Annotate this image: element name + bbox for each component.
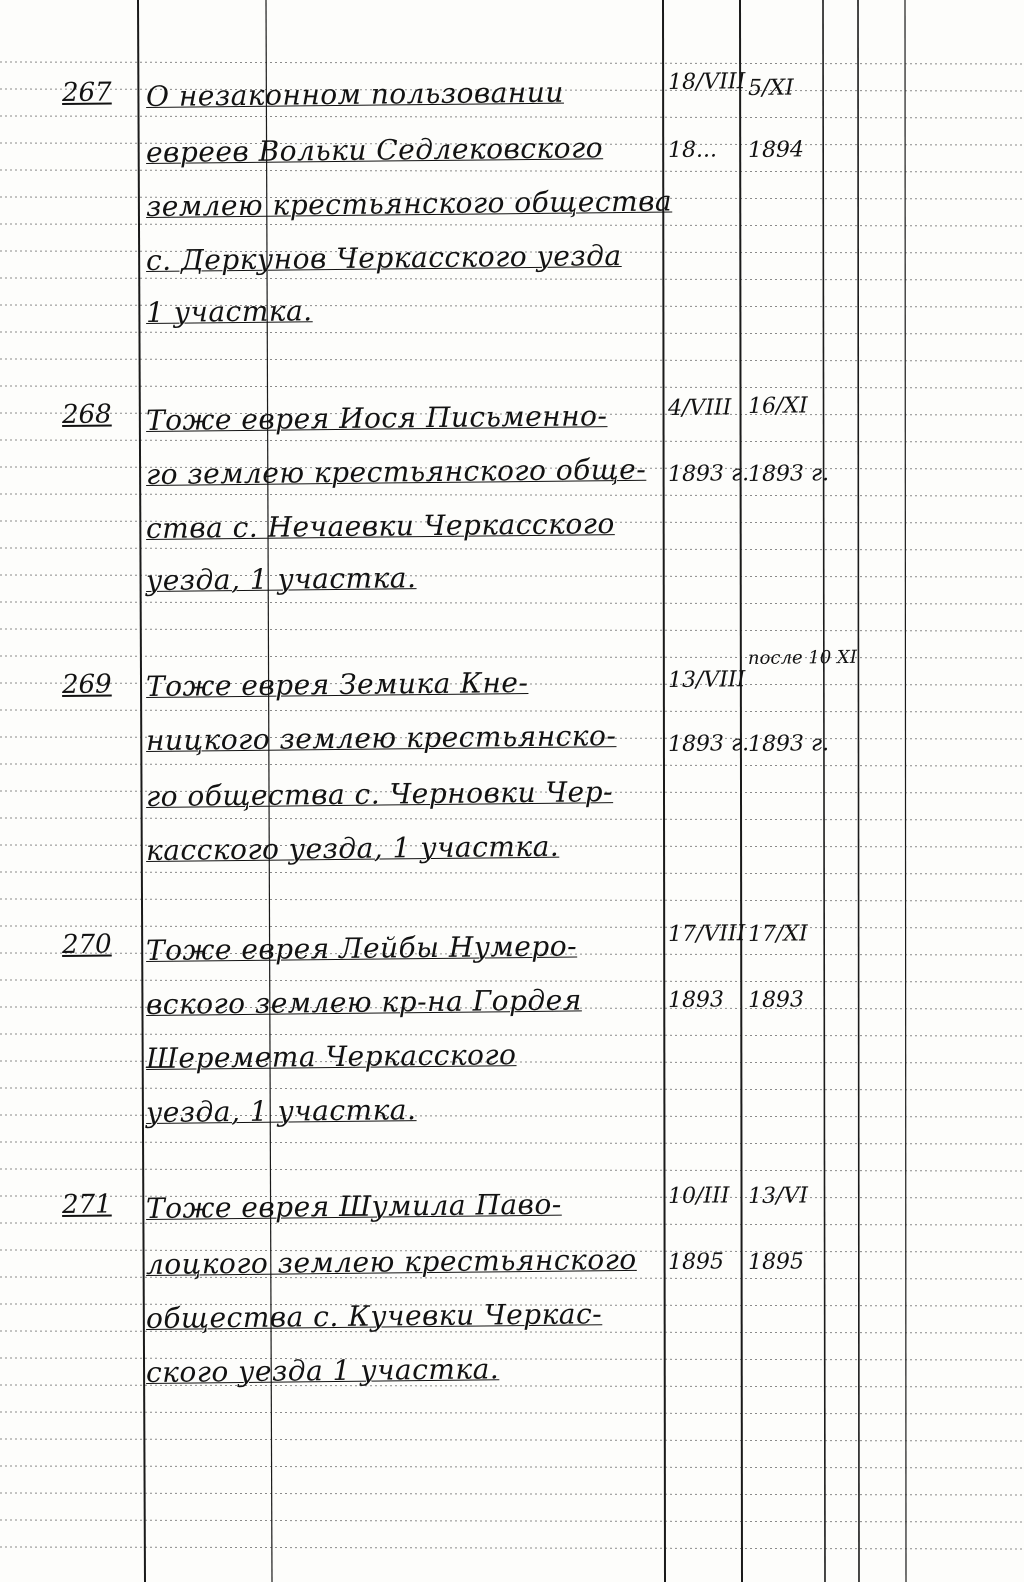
column-rule — [823, 0, 825, 1582]
received-date: 18/VIII — [667, 69, 746, 95]
ruling-line — [0, 1520, 1024, 1522]
entry-text-line: уезда, 1 участка. — [145, 561, 417, 597]
received-date: 10/III — [667, 1183, 730, 1209]
ruling-line — [0, 1088, 1024, 1090]
received-date: 13/VIII — [667, 667, 746, 693]
ruling-line — [0, 170, 1024, 172]
ruling-line — [0, 980, 1024, 982]
ruling-line — [0, 1034, 1024, 1036]
ruling-line — [0, 548, 1024, 550]
entry-number: 269 — [61, 669, 112, 700]
resolved-date: 17/XI — [747, 921, 808, 947]
column-rule — [663, 0, 665, 1582]
entry-text-line: О незаконном пользовании — [145, 75, 565, 113]
ruling-line — [0, 872, 1024, 874]
ruling-line — [0, 899, 1024, 901]
resolved-year: 1893 — [747, 987, 805, 1013]
ruling-line — [0, 629, 1024, 631]
entry-text-line: го общества с. Черновки Чер- — [145, 775, 614, 813]
ruling-line — [0, 386, 1024, 388]
ruling-line — [0, 440, 1024, 442]
entry-text-line: ства с. Нечаевки Черкасского — [145, 507, 615, 545]
entry-number: 268 — [61, 399, 112, 430]
resolved-year: 1895 — [747, 1249, 805, 1275]
received-year: 1893 г. — [667, 461, 750, 487]
entry-text-line: ского уезда 1 участка. — [145, 1352, 500, 1389]
entry-number: 267 — [61, 77, 112, 108]
entry-text-line: 1 участка. — [145, 294, 313, 329]
entry-text-line: евреев Вольки Седлековского — [145, 131, 604, 169]
column-rule — [138, 0, 145, 1582]
entry-text-line: го землею крестьянского обще- — [145, 452, 647, 491]
column-rule — [740, 0, 742, 1582]
resolved-year: 1894 — [747, 137, 805, 163]
entry-text-line: с. Деркунов Черкасского уезда — [145, 239, 622, 277]
column-rule — [858, 0, 859, 1582]
ruling-line — [0, 1466, 1024, 1468]
resolved-date: после 10 XI — [747, 646, 858, 669]
ruling-line — [0, 1493, 1024, 1495]
entry-text-line: Шеремета Черкасского — [145, 1038, 517, 1075]
ruling-line — [0, 1412, 1024, 1414]
ruling-line — [0, 602, 1024, 604]
entry-text-line: касского уезда, 1 участка. — [145, 829, 560, 867]
ruling-line — [0, 656, 1024, 658]
ruling-line — [0, 1142, 1024, 1144]
entry-number: 270 — [61, 929, 112, 960]
entry-text-line: уезда, 1 участка. — [145, 1093, 417, 1129]
ruling-line — [0, 818, 1024, 820]
entry-text-line: Тоже еврея Иося Письменно- — [145, 399, 608, 437]
ruling-line — [0, 494, 1024, 496]
ruling-line — [0, 1547, 1024, 1549]
received-year: 18... — [667, 137, 718, 163]
received-date: 4/VIII — [667, 395, 732, 421]
ruling-line — [0, 224, 1024, 226]
ruling-line — [0, 710, 1024, 712]
entry-text-line: ницкого землею крестьянско- — [145, 719, 617, 757]
ruling-line — [0, 1169, 1024, 1171]
entry-text-line: землею крестьянского общества — [145, 184, 673, 223]
entry-number: 271 — [61, 1189, 112, 1220]
ruling-line — [0, 359, 1024, 361]
received-year: 1893 — [667, 987, 725, 1013]
entry-text-line: вского землею кр-на Гордея — [145, 983, 582, 1021]
received-year: 1893 г. — [667, 731, 750, 757]
received-year: 1895 — [667, 1249, 725, 1275]
ruling-line — [0, 764, 1024, 766]
entry-text-line: общества с. Кучевки Черкас- — [145, 1297, 603, 1335]
entry-text-line: лоцкого землею крестьянского — [145, 1242, 637, 1281]
resolved-date: 13/VI — [747, 1183, 809, 1209]
ruling-line — [0, 278, 1024, 280]
entry-text-line: Тоже еврея Земика Кне- — [145, 665, 529, 703]
resolved-year: 1893 г. — [747, 731, 830, 757]
resolved-date: 5/XI — [747, 75, 794, 101]
ruling-line — [0, 116, 1024, 118]
ruling-line — [0, 62, 1024, 64]
ruling-line — [0, 1439, 1024, 1441]
entry-text-line: Тоже еврея Шумила Паво- — [145, 1187, 562, 1225]
received-date: 17/VIII — [667, 921, 746, 947]
resolved-year: 1893 г. — [747, 461, 830, 487]
ruling-line — [0, 926, 1024, 928]
ruling-line — [0, 332, 1024, 334]
entry-text-line: Тоже еврея Лейбы Нумеро- — [145, 929, 578, 967]
resolved-date: 16/XI — [747, 393, 808, 419]
column-rule — [905, 0, 906, 1582]
